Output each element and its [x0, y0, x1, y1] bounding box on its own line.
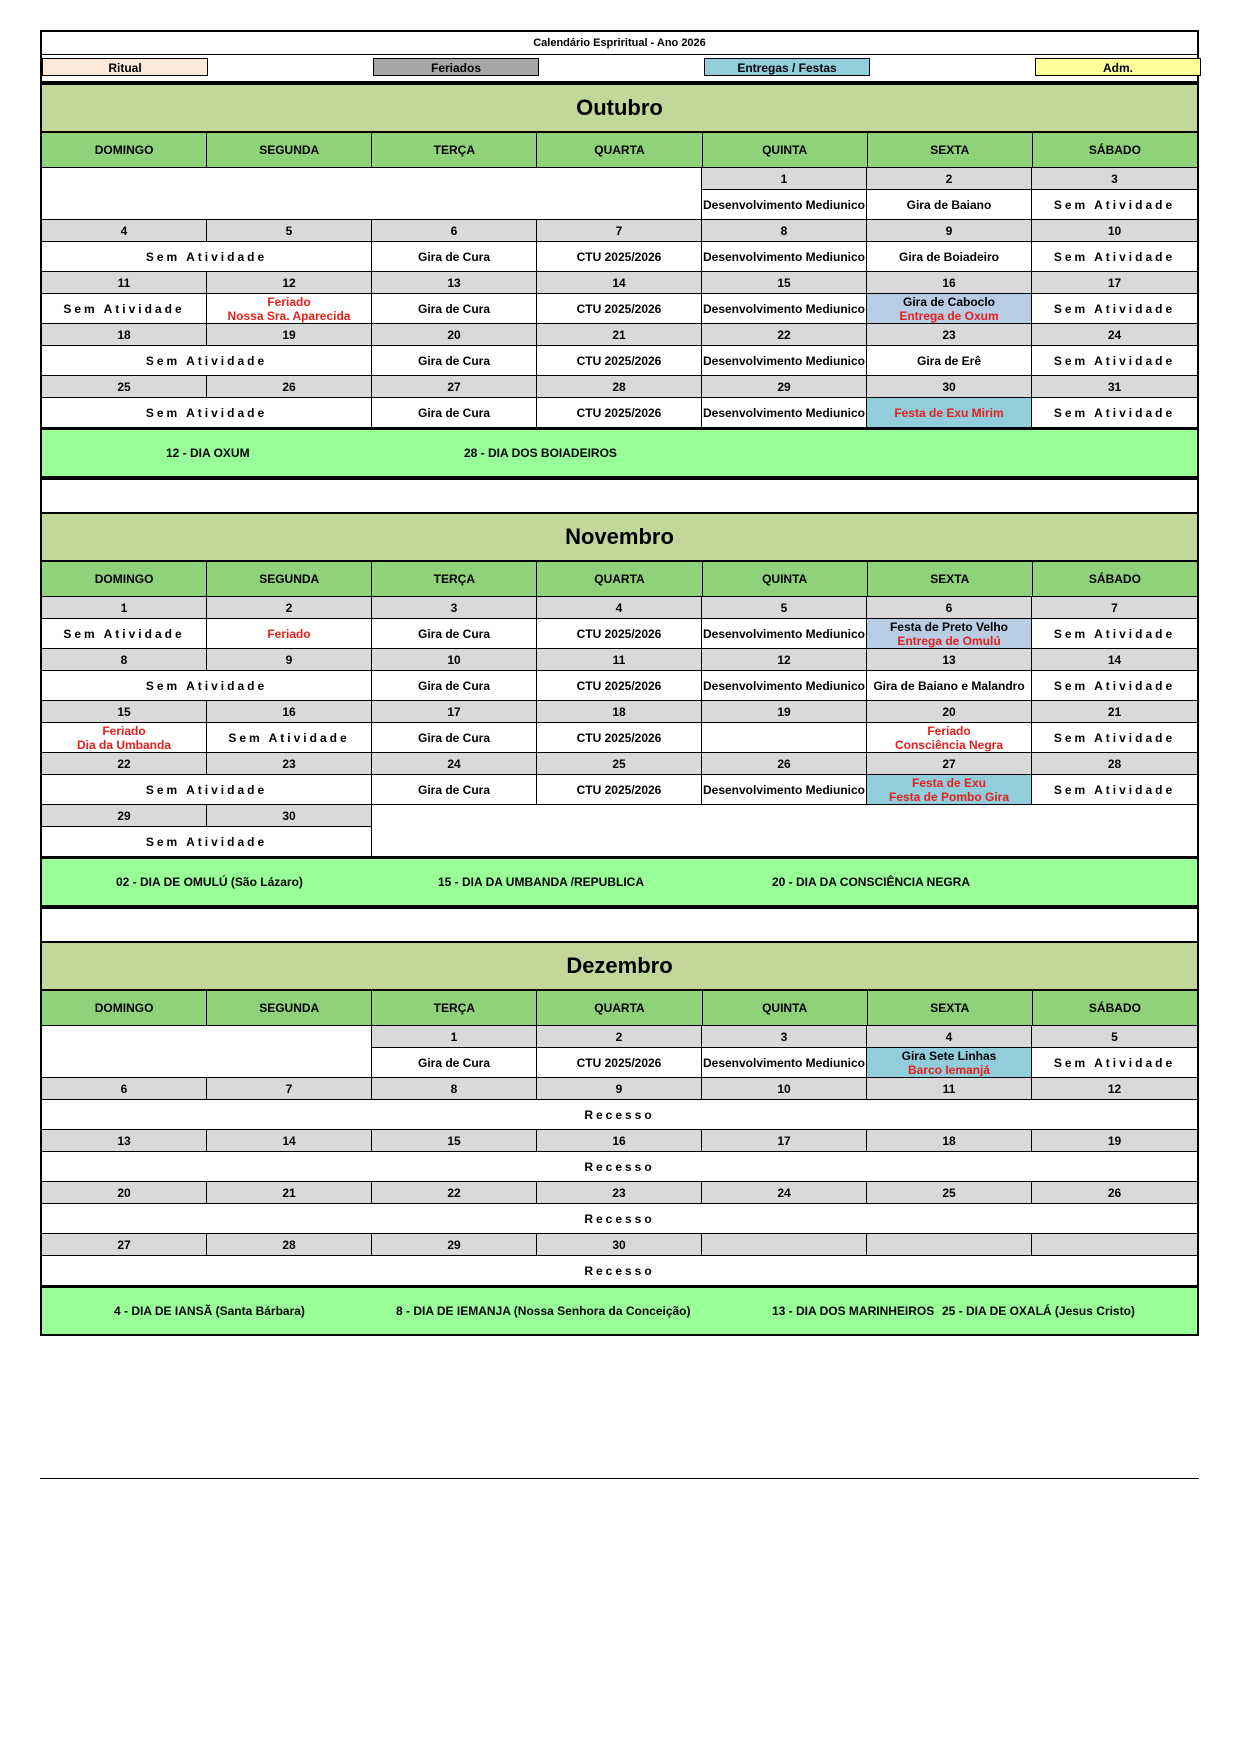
activity-text: Desenvolvimento Mediunico — [702, 301, 866, 316]
day-number: 29 — [42, 805, 207, 827]
footer-note: 25 - DIA DE OXALÁ (Jesus Cristo) — [942, 1304, 1135, 1318]
activity-text: Gira de Boiadeiro — [898, 249, 1000, 264]
weekday-label: QUARTA — [537, 562, 702, 596]
weekday-label: SEGUNDA — [207, 133, 372, 167]
day-number: 4 — [867, 1026, 1032, 1048]
activity-cell[interactable] — [207, 294, 372, 324]
activity-text: Sem Atividade — [63, 301, 185, 316]
day-number: 2 — [207, 597, 372, 619]
activity-cell[interactable] — [42, 242, 372, 272]
activity-text: Desenvolvimento Mediunico — [702, 782, 866, 797]
day-number: 19 — [1032, 1130, 1197, 1152]
day-number: 4 — [42, 220, 207, 242]
activity-cell[interactable] — [537, 346, 702, 376]
blank-cell — [537, 168, 702, 220]
day-number: 17 — [1032, 272, 1197, 294]
activity-text: Gira de Cura — [417, 301, 491, 316]
activity-cell[interactable] — [537, 1048, 702, 1078]
activity-text: Sem Atividade — [1053, 730, 1176, 745]
activity-cell[interactable] — [42, 671, 372, 701]
activity-cell[interactable] — [1032, 398, 1197, 428]
month-gap — [40, 907, 1199, 941]
day-number: 23 — [207, 753, 372, 775]
day-number: 3 — [1032, 168, 1197, 190]
day-number: 5 — [702, 597, 867, 619]
month-grid — [42, 168, 1197, 428]
activity-text: Gira Sete Linhas — [901, 1048, 997, 1063]
day-number: 3 — [702, 1026, 867, 1048]
day-number: 8 — [702, 220, 867, 242]
day-number: 7 — [1032, 597, 1197, 619]
activity-cell[interactable] — [537, 398, 702, 428]
activity-text: Sem Atividade — [1053, 626, 1176, 641]
activity-cell[interactable] — [867, 190, 1032, 220]
activity-cell[interactable] — [702, 1048, 867, 1078]
activity-text: Sem Atividade — [145, 678, 268, 693]
month-footer-notes — [42, 857, 1197, 907]
activity-cell[interactable] — [207, 723, 372, 753]
activity-cell[interactable] — [1032, 242, 1197, 272]
activity-text: Gira de Caboclo — [902, 294, 996, 309]
activity-text: Desenvolvimento Mediunico — [702, 405, 866, 420]
weekday-header — [42, 991, 1197, 1026]
day-number: 28 — [207, 1234, 372, 1256]
footer-note: 28 - DIA DOS BOIADEIROS — [464, 446, 617, 460]
activity-cell[interactable] — [867, 242, 1032, 272]
activity-text: Gira de Cura — [417, 249, 491, 264]
activity-text: Feriado — [102, 723, 146, 738]
footer-note: 8 - DIA DE IEMANJA (Nossa Senhora da Conceição) — [396, 1304, 691, 1318]
activity-cell[interactable] — [702, 775, 867, 805]
activity-text-secondary: Entrega de Oxum — [899, 308, 999, 323]
activity-text: Gira de Cura — [417, 782, 491, 797]
weekday-label: TERÇA — [372, 562, 537, 596]
activity-text-secondary: Festa de Pombo Gira — [888, 789, 1010, 804]
blank-cell — [372, 805, 1197, 857]
day-number: 10 — [372, 649, 537, 671]
activity-cell[interactable] — [702, 671, 867, 701]
day-number: 10 — [1032, 220, 1197, 242]
day-number: 7 — [537, 220, 702, 242]
day-number: 22 — [702, 324, 867, 346]
activity-text: Feriado — [927, 723, 971, 738]
activity-cell[interactable] — [42, 294, 207, 324]
day-number: 30 — [537, 1234, 702, 1256]
activity-cell[interactable] — [207, 619, 372, 649]
activity-cell[interactable] — [867, 346, 1032, 376]
day-number: 8 — [42, 649, 207, 671]
day-number: 16 — [207, 701, 372, 723]
day-number: 17 — [702, 1130, 867, 1152]
calendar-title: Calendário Esprir​itual - Ano 2026 — [42, 32, 1197, 55]
activity-cell[interactable] — [372, 398, 537, 428]
activity-cell[interactable] — [372, 242, 537, 272]
activity-cell[interactable] — [702, 723, 867, 753]
month-block-novembro — [40, 512, 1199, 907]
activity-text: CTU 2025/2026 — [576, 782, 662, 797]
day-number: 3 — [372, 597, 537, 619]
activity-text: Sem Atividade — [1053, 1055, 1176, 1070]
day-number — [1032, 1234, 1197, 1256]
weekday-label: SEXTA — [868, 133, 1033, 167]
activity-text-secondary: Dia da Umbanda — [76, 737, 172, 752]
day-number: 25 — [867, 1182, 1032, 1204]
day-number: 30 — [207, 805, 372, 827]
activity-cell[interactable] — [702, 398, 867, 428]
activity-text: Festa de Exu Mirim — [894, 405, 1004, 420]
activity-text: Sem Atividade — [1053, 301, 1176, 316]
day-number: 12 — [702, 649, 867, 671]
day-number: 1 — [42, 597, 207, 619]
activity-text: Sem Atividade — [145, 782, 268, 797]
day-number: 2 — [867, 168, 1032, 190]
activity-cell[interactable] — [1032, 723, 1197, 753]
footer-note: 15 - DIA DA UMBANDA /REPUBLICA — [438, 875, 645, 889]
day-number: 22 — [42, 753, 207, 775]
legend-entregas-festas: Entregas / Festas — [704, 58, 870, 76]
weekday-label: SEXTA — [868, 562, 1033, 596]
day-number: 10 — [702, 1078, 867, 1100]
activity-cell[interactable] — [42, 398, 372, 428]
activity-text: Gira de Cura — [417, 730, 491, 745]
activity-text: Sem Atividade — [145, 405, 268, 420]
activity-text: Sem Atividade — [1053, 353, 1176, 368]
activity-cell[interactable] — [42, 619, 207, 649]
day-number: 13 — [372, 272, 537, 294]
activity-text: Sem Atividade — [145, 834, 268, 849]
activity-cell[interactable] — [1032, 619, 1197, 649]
day-number: 14 — [1032, 649, 1197, 671]
activity-text: Sem Atividade — [1053, 197, 1176, 212]
day-number: 6 — [372, 220, 537, 242]
activity-cell[interactable] — [42, 827, 372, 857]
day-number: 29 — [372, 1234, 537, 1256]
activity-text: Desenvolvimento Mediunico — [702, 1055, 866, 1070]
footer-note: 12 - DIA OXUM — [166, 446, 250, 460]
blank-cell — [42, 1026, 207, 1078]
activity-text: Sem Atividade — [228, 730, 350, 745]
activity-text: Sem Atividade — [63, 626, 185, 641]
blank-cell — [42, 168, 207, 220]
day-number: 26 — [207, 376, 372, 398]
weekday-header — [42, 562, 1197, 597]
day-number: 23 — [867, 324, 1032, 346]
months-container — [40, 83, 1199, 1336]
activity-text: Sem Atividade — [145, 249, 268, 264]
activity-cell[interactable] — [702, 294, 867, 324]
activity-cell[interactable] — [42, 723, 207, 753]
activity-cell[interactable] — [867, 1048, 1032, 1078]
day-number: 19 — [702, 701, 867, 723]
day-number: 11 — [42, 272, 207, 294]
activity-text: Desenvolvimento Mediunico — [702, 678, 866, 693]
activity-cell[interactable] — [537, 671, 702, 701]
activity-text: Gira de Cura — [417, 1055, 491, 1070]
day-number — [702, 1234, 867, 1256]
activity-text: Gira de Cura — [417, 626, 491, 641]
legend — [42, 55, 1197, 83]
day-number: 18 — [42, 324, 207, 346]
activity-cell[interactable] — [42, 775, 372, 805]
legend-adm: Adm. — [1035, 58, 1201, 76]
legend-ritual: Ritual — [42, 58, 208, 76]
activity-cell[interactable] — [1032, 190, 1197, 220]
day-number — [867, 1234, 1032, 1256]
day-number: 30 — [867, 376, 1032, 398]
activity-cell[interactable] — [372, 1048, 537, 1078]
activity-cell[interactable] — [1032, 294, 1197, 324]
day-number: 1 — [702, 168, 867, 190]
activity-text: CTU 2025/2026 — [576, 626, 662, 641]
day-number: 29 — [702, 376, 867, 398]
day-number: 24 — [372, 753, 537, 775]
activity-cell[interactable] — [372, 294, 537, 324]
day-number: 6 — [42, 1078, 207, 1100]
activity-text: CTU 2025/2026 — [576, 249, 662, 264]
activity-cell[interactable] — [537, 242, 702, 272]
activity-cell[interactable] — [867, 398, 1032, 428]
weekday-label: TERÇA — [372, 133, 537, 167]
day-number: 18 — [537, 701, 702, 723]
day-number: 14 — [537, 272, 702, 294]
activity-cell[interactable] — [702, 190, 867, 220]
day-number: 1 — [372, 1026, 537, 1048]
weekday-label: SÁBADO — [1088, 143, 1141, 157]
day-number: 24 — [1032, 324, 1197, 346]
month-footer-notes — [42, 1286, 1197, 1336]
weekday-label: SEGUNDA — [207, 562, 372, 596]
activity-text: Festa de Exu — [911, 775, 987, 790]
day-number: 23 — [537, 1182, 702, 1204]
activity-text: Gira de Erê — [916, 353, 982, 368]
activity-cell[interactable] — [372, 619, 537, 649]
activity-text: Festa de Preto Velho — [889, 619, 1009, 634]
activity-text: CTU 2025/2026 — [576, 405, 662, 420]
activity-text: Recesso — [584, 1263, 655, 1278]
month-title: Dezembro — [42, 943, 1197, 991]
day-number: 27 — [42, 1234, 207, 1256]
activity-text: Gira de Baiano e Malandro — [873, 678, 1025, 693]
day-number: 9 — [867, 220, 1032, 242]
day-number: 20 — [42, 1182, 207, 1204]
day-number: 24 — [702, 1182, 867, 1204]
activity-text: Feriado — [267, 294, 311, 309]
day-number: 21 — [537, 324, 702, 346]
weekday-label: DOMINGO — [42, 133, 207, 167]
day-number: 5 — [1032, 1026, 1197, 1048]
day-number: 7 — [207, 1078, 372, 1100]
weekday-label: SÁBADO — [1088, 572, 1141, 586]
footer-note: 13 - DIA DOS MARINHEIROS — [772, 1304, 935, 1318]
activity-text: Recesso — [584, 1211, 655, 1226]
day-number: 2 — [537, 1026, 702, 1048]
day-number: 17 — [372, 701, 537, 723]
activity-cell[interactable] — [537, 723, 702, 753]
day-number: 5 — [207, 220, 372, 242]
activity-text: CTU 2025/2026 — [576, 730, 662, 745]
blank-cell — [207, 1026, 372, 1078]
day-number: 12 — [1032, 1078, 1197, 1100]
month-grid — [42, 1026, 1197, 1286]
day-number: 15 — [42, 701, 207, 723]
activity-cell[interactable] — [867, 723, 1032, 753]
day-number: 19 — [207, 324, 372, 346]
activity-cell[interactable] — [42, 1100, 1197, 1130]
day-number: 15 — [372, 1130, 537, 1152]
activity-cell[interactable] — [42, 346, 372, 376]
activity-text: Recesso — [584, 1107, 655, 1122]
day-number: 14 — [207, 1130, 372, 1152]
activity-text-secondary: Nossa Sra. Aparecida — [227, 308, 351, 323]
activity-text: Feriado — [267, 626, 311, 641]
activity-text-secondary: Consciência Negra — [894, 737, 1004, 752]
activity-cell[interactable] — [702, 346, 867, 376]
activity-cell[interactable] — [702, 242, 867, 272]
activity-cell[interactable] — [1032, 1048, 1197, 1078]
month-block-outubro — [40, 83, 1199, 478]
footer-note: 4 - DIA DE IANSÃ (Santa Bárbara) — [114, 1304, 305, 1318]
blank-cell — [207, 168, 372, 220]
day-number: 18 — [867, 1130, 1032, 1152]
activity-text: Desenvolvimento Mediunico — [702, 626, 866, 641]
weekday-label: SÁBADO — [1088, 1001, 1141, 1015]
month-title: Outubro — [42, 85, 1197, 133]
activity-cell[interactable] — [702, 619, 867, 649]
activity-cell[interactable] — [1032, 346, 1197, 376]
activity-text-secondary: Entrega de Omulú — [897, 633, 1001, 648]
month-grid — [42, 597, 1197, 857]
activity-cell[interactable] — [537, 619, 702, 649]
day-number: 21 — [1032, 701, 1197, 723]
activity-text: Desenvolvimento Mediunico — [702, 197, 866, 212]
month-title: Novembro — [42, 514, 1197, 562]
weekday-label: QUINTA — [703, 133, 868, 167]
weekday-label: QUARTA — [537, 991, 702, 1025]
activity-text-secondary: Barco Iemanjá — [907, 1062, 991, 1077]
activity-cell[interactable] — [867, 294, 1032, 324]
month-block-dezembro — [40, 941, 1199, 1336]
weekday-label: DOMINGO — [42, 991, 207, 1025]
month-gap — [40, 478, 1199, 512]
activity-text: Gira de Baiano — [906, 197, 992, 212]
calendar-header — [40, 30, 1199, 83]
day-number: 11 — [867, 1078, 1032, 1100]
day-number: 12 — [207, 272, 372, 294]
weekday-label: QUINTA — [703, 991, 868, 1025]
activity-text: Desenvolvimento Mediunico — [702, 249, 866, 264]
weekday-label: SEGUNDA — [207, 991, 372, 1025]
day-number: 25 — [42, 376, 207, 398]
activity-cell[interactable] — [537, 775, 702, 805]
day-number: 25 — [537, 753, 702, 775]
day-number: 4 — [537, 597, 702, 619]
activity-text: Sem Atividade — [1053, 249, 1176, 264]
day-number: 9 — [537, 1078, 702, 1100]
activity-cell[interactable] — [42, 1256, 1197, 1286]
day-number: 8 — [372, 1078, 537, 1100]
activity-cell[interactable] — [372, 723, 537, 753]
footer-note: 02 - DIA DE OMULÚ (São Lázaro) — [116, 875, 303, 889]
day-number: 26 — [702, 753, 867, 775]
day-number: 27 — [867, 753, 1032, 775]
activity-text: Sem Atividade — [1053, 678, 1176, 693]
day-number: 11 — [537, 649, 702, 671]
day-number: 20 — [372, 324, 537, 346]
day-number: 15 — [702, 272, 867, 294]
activity-cell[interactable] — [867, 671, 1032, 701]
activity-cell[interactable] — [1032, 775, 1197, 805]
activity-text: Sem Atividade — [145, 353, 268, 368]
footer-note: 20 - DIA DA CONSCIÊNCIA NEGRA — [772, 875, 971, 889]
activity-cell[interactable] — [867, 775, 1032, 805]
month-footer-notes — [42, 428, 1197, 478]
activity-text: CTU 2025/2026 — [576, 353, 662, 368]
day-number: 13 — [867, 649, 1032, 671]
activity-text: Desenvolvimento Mediunico — [702, 353, 866, 368]
day-number: 22 — [372, 1182, 537, 1204]
legend-feriados: Feriados — [373, 58, 539, 76]
activity-text: Gira de Cura — [417, 405, 491, 420]
activity-cell[interactable] — [372, 775, 537, 805]
day-number: 21 — [207, 1182, 372, 1204]
day-number: 13 — [42, 1130, 207, 1152]
activity-cell[interactable] — [372, 346, 537, 376]
day-number: 20 — [867, 701, 1032, 723]
day-number: 9 — [207, 649, 372, 671]
day-number: 26 — [1032, 1182, 1197, 1204]
activity-cell[interactable] — [372, 671, 537, 701]
weekday-header — [42, 133, 1197, 168]
activity-text: Sem Atividade — [1053, 405, 1176, 420]
day-number: 28 — [1032, 753, 1197, 775]
activity-text: Gira de Cura — [417, 353, 491, 368]
activity-cell[interactable] — [42, 1152, 1197, 1182]
activity-cell[interactable] — [42, 1204, 1197, 1234]
weekday-label: QUARTA — [537, 133, 702, 167]
activity-cell[interactable] — [537, 294, 702, 324]
activity-text: CTU 2025/2026 — [576, 678, 662, 693]
bottom-rule — [40, 1478, 1199, 1479]
activity-cell[interactable] — [1032, 671, 1197, 701]
day-number: 6 — [867, 597, 1032, 619]
weekday-label: QUINTA — [703, 562, 868, 596]
day-number: 28 — [537, 376, 702, 398]
activity-text: Sem Atividade — [1053, 782, 1176, 797]
activity-text: CTU 2025/2026 — [576, 1055, 662, 1070]
day-number: 16 — [537, 1130, 702, 1152]
weekday-label: TERÇA — [372, 991, 537, 1025]
blank-cell — [372, 168, 537, 220]
day-number: 16 — [867, 272, 1032, 294]
activity-cell[interactable] — [867, 619, 1032, 649]
calendar-sheet — [40, 30, 1199, 1336]
day-number: 31 — [1032, 376, 1197, 398]
day-number: 27 — [372, 376, 537, 398]
activity-text: Gira de Cura — [417, 678, 491, 693]
activity-text: CTU 2025/2026 — [576, 301, 662, 316]
activity-text: Recesso — [584, 1159, 655, 1174]
weekday-label: DOMINGO — [42, 562, 207, 596]
weekday-label: SEXTA — [868, 991, 1033, 1025]
